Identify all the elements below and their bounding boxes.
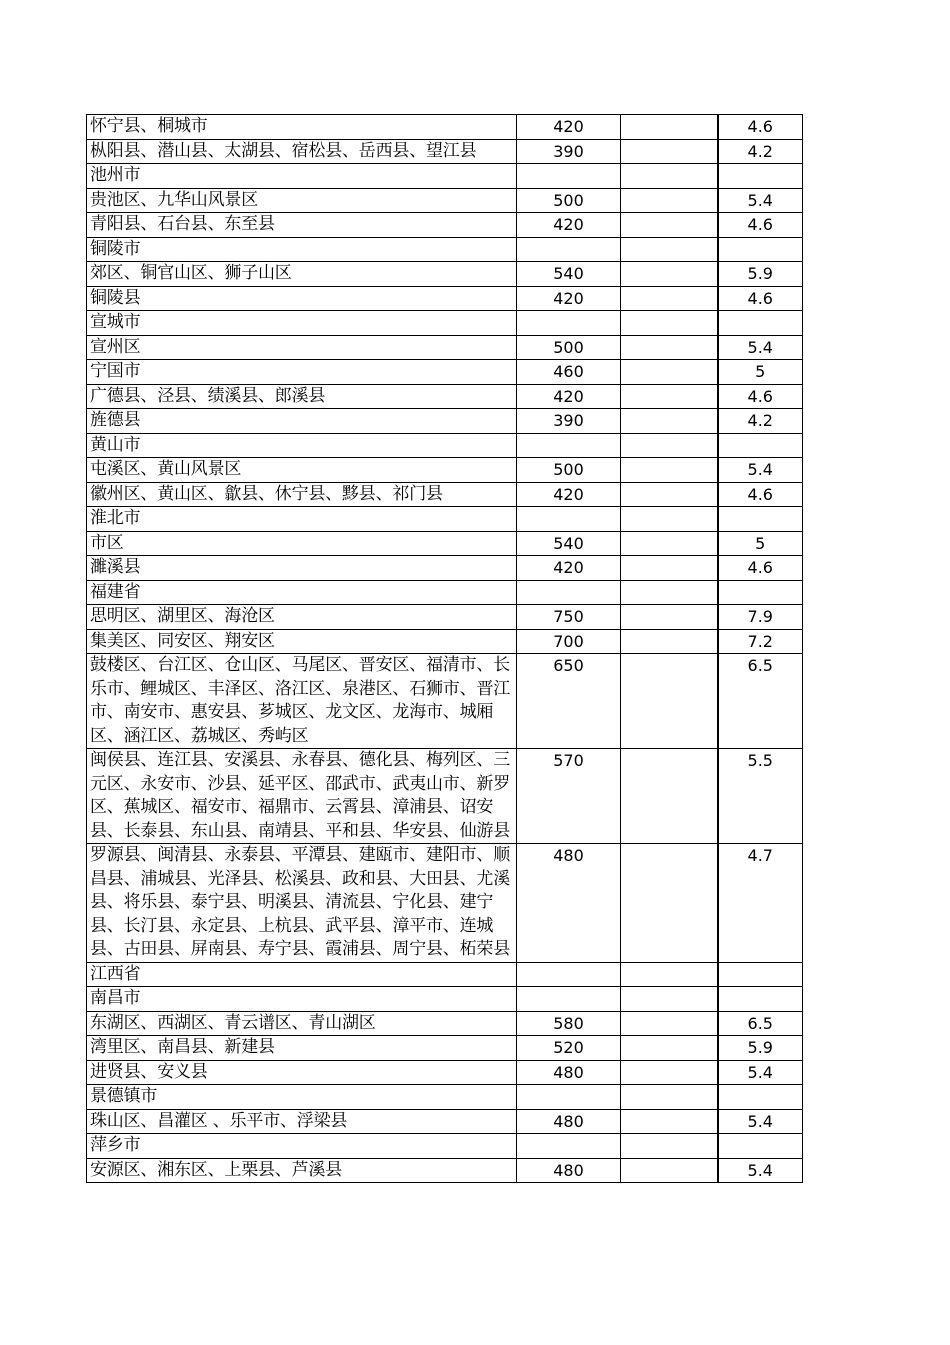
value-cell-3: 5.4 bbox=[718, 458, 803, 483]
value-cell-1: 500 bbox=[517, 188, 621, 213]
value-cell-2 bbox=[621, 213, 718, 238]
table-body bbox=[87, 115, 803, 1183]
value-cell-2 bbox=[621, 987, 718, 1012]
area-cell: 枞阳县、潜山县、太湖县、宿松县、岳西县、望江县 bbox=[87, 139, 517, 164]
table-row bbox=[87, 139, 803, 164]
value-cell-1: 420 bbox=[517, 482, 621, 507]
value-cell-1: 480 bbox=[517, 1060, 621, 1085]
table-row bbox=[87, 384, 803, 409]
area-cell: 集美区、同安区、翔安区 bbox=[87, 629, 517, 654]
table-row bbox=[87, 1060, 803, 1085]
area-cell: 淮北市 bbox=[87, 507, 517, 532]
table-row bbox=[87, 360, 803, 385]
table-row bbox=[87, 1036, 803, 1061]
value-cell-1 bbox=[517, 987, 621, 1012]
area-cell: 广德县、泾县、绩溪县、郎溪县 bbox=[87, 384, 517, 409]
value-cell-3: 5.4 bbox=[718, 1109, 803, 1134]
value-cell-3 bbox=[718, 433, 803, 458]
value-cell-1: 420 bbox=[517, 556, 621, 581]
value-cell-3 bbox=[718, 580, 803, 605]
value-cell-3: 4.6 bbox=[718, 482, 803, 507]
area-cell: 青阳县、石台县、东至县 bbox=[87, 213, 517, 238]
value-cell-3 bbox=[718, 237, 803, 262]
value-cell-1: 500 bbox=[517, 458, 621, 483]
value-cell-1: 500 bbox=[517, 335, 621, 360]
value-cell-2 bbox=[621, 1109, 718, 1134]
value-cell-3: 4.6 bbox=[718, 556, 803, 581]
value-cell-3: 7.9 bbox=[718, 605, 803, 630]
area-cell: 池州市 bbox=[87, 164, 517, 189]
value-cell-3: 5.4 bbox=[718, 1158, 803, 1183]
value-cell-1 bbox=[517, 433, 621, 458]
value-cell-2 bbox=[621, 1011, 718, 1036]
value-cell-2 bbox=[621, 164, 718, 189]
value-cell-1: 420 bbox=[517, 286, 621, 311]
value-cell-2 bbox=[621, 1158, 718, 1183]
value-cell-1: 460 bbox=[517, 360, 621, 385]
value-cell-2 bbox=[621, 556, 718, 581]
area-cell: 濉溪县 bbox=[87, 556, 517, 581]
table-row bbox=[87, 844, 803, 963]
area-cell: 黄山市 bbox=[87, 433, 517, 458]
area-cell: 宣州区 bbox=[87, 335, 517, 360]
area-cell: 萍乡市 bbox=[87, 1134, 517, 1159]
value-cell-1: 700 bbox=[517, 629, 621, 654]
value-cell-2 bbox=[621, 749, 718, 844]
table-row bbox=[87, 507, 803, 532]
area-cell: 景德镇市 bbox=[87, 1085, 517, 1110]
table-row bbox=[87, 458, 803, 483]
table-row bbox=[87, 1158, 803, 1183]
value-cell-1 bbox=[517, 164, 621, 189]
value-cell-1: 520 bbox=[517, 1036, 621, 1061]
area-cell: 安源区、湘东区、上栗县、芦溪县 bbox=[87, 1158, 517, 1183]
value-cell-2 bbox=[621, 962, 718, 987]
value-cell-2 bbox=[621, 629, 718, 654]
value-cell-2 bbox=[621, 458, 718, 483]
value-cell-2 bbox=[621, 433, 718, 458]
value-cell-3: 6.5 bbox=[718, 654, 803, 749]
value-cell-1: 420 bbox=[517, 115, 621, 140]
area-cell: 江西省 bbox=[87, 962, 517, 987]
value-cell-2 bbox=[621, 1060, 718, 1085]
value-cell-2 bbox=[621, 1085, 718, 1110]
value-cell-2 bbox=[621, 531, 718, 556]
table-row bbox=[87, 1011, 803, 1036]
value-cell-2 bbox=[621, 1134, 718, 1159]
area-cell: 铜陵县 bbox=[87, 286, 517, 311]
value-cell-1: 540 bbox=[517, 262, 621, 287]
area-cell: 湾里区、南昌县、新建县 bbox=[87, 1036, 517, 1061]
value-cell-3: 4.6 bbox=[718, 115, 803, 140]
value-cell-3: 5.9 bbox=[718, 262, 803, 287]
table-row bbox=[87, 262, 803, 287]
value-cell-3: 7.2 bbox=[718, 629, 803, 654]
value-cell-2 bbox=[621, 360, 718, 385]
value-cell-2 bbox=[621, 605, 718, 630]
value-cell-1: 540 bbox=[517, 531, 621, 556]
value-cell-3 bbox=[718, 507, 803, 532]
area-cell: 铜陵市 bbox=[87, 237, 517, 262]
area-cell: 鼓楼区、台江区、仓山区、马尾区、晋安区、福清市、长乐市、鲤城区、丰泽区、洛江区、泉港区、石狮市、晋江市、南安市、惠安县、芗城区、龙文区、龙海市、城厢区、涵江区、荔城区、秀屿区 bbox=[87, 654, 517, 749]
data-table bbox=[86, 114, 803, 1183]
value-cell-1: 420 bbox=[517, 384, 621, 409]
table-row bbox=[87, 1109, 803, 1134]
area-cell: 珠山区、昌灌区 、乐平市、浮梁县 bbox=[87, 1109, 517, 1134]
area-cell: 宁国市 bbox=[87, 360, 517, 385]
value-cell-2 bbox=[621, 1036, 718, 1061]
value-cell-3 bbox=[718, 962, 803, 987]
value-cell-3: 4.6 bbox=[718, 384, 803, 409]
value-cell-3: 5 bbox=[718, 531, 803, 556]
table-row bbox=[87, 1085, 803, 1110]
value-cell-1 bbox=[517, 507, 621, 532]
table-row bbox=[87, 629, 803, 654]
value-cell-3: 4.7 bbox=[718, 844, 803, 963]
table-row bbox=[87, 237, 803, 262]
value-cell-2 bbox=[621, 311, 718, 336]
value-cell-2 bbox=[621, 262, 718, 287]
value-cell-2 bbox=[621, 237, 718, 262]
value-cell-2 bbox=[621, 844, 718, 963]
table-row bbox=[87, 335, 803, 360]
value-cell-2 bbox=[621, 409, 718, 434]
value-cell-3: 4.2 bbox=[718, 139, 803, 164]
value-cell-2 bbox=[621, 580, 718, 605]
table-row bbox=[87, 188, 803, 213]
value-cell-2 bbox=[621, 115, 718, 140]
table-row bbox=[87, 213, 803, 238]
table-row bbox=[87, 962, 803, 987]
value-cell-2 bbox=[621, 654, 718, 749]
area-cell: 宣城市 bbox=[87, 311, 517, 336]
value-cell-1 bbox=[517, 962, 621, 987]
value-cell-3: 5.9 bbox=[718, 1036, 803, 1061]
value-cell-3 bbox=[718, 1085, 803, 1110]
value-cell-3 bbox=[718, 987, 803, 1012]
value-cell-3: 5.4 bbox=[718, 335, 803, 360]
value-cell-1: 420 bbox=[517, 213, 621, 238]
value-cell-2 bbox=[621, 507, 718, 532]
area-cell: 南昌市 bbox=[87, 987, 517, 1012]
area-cell: 徽州区、黄山区、歙县、休宁县、黟县、祁门县 bbox=[87, 482, 517, 507]
area-cell: 屯溪区、黄山风景区 bbox=[87, 458, 517, 483]
value-cell-1: 480 bbox=[517, 1158, 621, 1183]
table-row bbox=[87, 1134, 803, 1159]
table-row bbox=[87, 164, 803, 189]
table-row bbox=[87, 654, 803, 749]
value-cell-2 bbox=[621, 482, 718, 507]
value-cell-1: 580 bbox=[517, 1011, 621, 1036]
table-row bbox=[87, 987, 803, 1012]
value-cell-3: 5.4 bbox=[718, 188, 803, 213]
table-row bbox=[87, 482, 803, 507]
table-row bbox=[87, 580, 803, 605]
table-row bbox=[87, 605, 803, 630]
table-row bbox=[87, 433, 803, 458]
area-cell: 旌德县 bbox=[87, 409, 517, 434]
area-cell: 进贤县、安义县 bbox=[87, 1060, 517, 1085]
value-cell-3 bbox=[718, 164, 803, 189]
area-cell: 市区 bbox=[87, 531, 517, 556]
value-cell-1 bbox=[517, 237, 621, 262]
value-cell-1: 750 bbox=[517, 605, 621, 630]
area-cell: 闽侯县、连江县、安溪县、永春县、德化县、梅列区、三元区、永安市、沙县、延平区、邵武市、武夷山市、新罗区、蕉城区、福安市、福鼎市、云霄县、漳浦县、诏安县、长泰县、东山县、南靖县、平和县、华安县、仙游县 bbox=[87, 749, 517, 844]
value-cell-1: 480 bbox=[517, 1109, 621, 1134]
value-cell-1: 390 bbox=[517, 139, 621, 164]
value-cell-2 bbox=[621, 188, 718, 213]
table-row bbox=[87, 749, 803, 844]
table-row bbox=[87, 286, 803, 311]
value-cell-1 bbox=[517, 580, 621, 605]
value-cell-1 bbox=[517, 1085, 621, 1110]
table-row bbox=[87, 115, 803, 140]
value-cell-2 bbox=[621, 286, 718, 311]
table-row bbox=[87, 556, 803, 581]
value-cell-1: 390 bbox=[517, 409, 621, 434]
table-row bbox=[87, 531, 803, 556]
value-cell-3 bbox=[718, 1134, 803, 1159]
value-cell-1 bbox=[517, 311, 621, 336]
area-cell: 思明区、湖里区、海沧区 bbox=[87, 605, 517, 630]
value-cell-3: 4.6 bbox=[718, 286, 803, 311]
value-cell-3: 4.6 bbox=[718, 213, 803, 238]
value-cell-2 bbox=[621, 384, 718, 409]
area-cell: 福建省 bbox=[87, 580, 517, 605]
value-cell-1: 570 bbox=[517, 749, 621, 844]
value-cell-1 bbox=[517, 1134, 621, 1159]
value-cell-3: 5.5 bbox=[718, 749, 803, 844]
area-cell: 郊区、铜官山区、狮子山区 bbox=[87, 262, 517, 287]
value-cell-3: 4.2 bbox=[718, 409, 803, 434]
area-cell: 罗源县、闽清县、永泰县、平潭县、建瓯市、建阳市、顺昌县、浦城县、光泽县、松溪县、政和县、大田县、尤溪县、将乐县、泰宁县、明溪县、清流县、宁化县、建宁县、长汀县、永定县、上杭县、武平县、漳平市、连城县、古田县、屏南县、寿宁县、霞浦县、周宁县、柘荣县 bbox=[87, 844, 517, 963]
value-cell-1: 650 bbox=[517, 654, 621, 749]
value-cell-1: 480 bbox=[517, 844, 621, 963]
area-cell: 贵池区、九华山风景区 bbox=[87, 188, 517, 213]
table-row bbox=[87, 311, 803, 336]
value-cell-3 bbox=[718, 311, 803, 336]
value-cell-2 bbox=[621, 139, 718, 164]
table-row bbox=[87, 409, 803, 434]
area-cell: 东湖区、西湖区、青云谱区、青山湖区 bbox=[87, 1011, 517, 1036]
value-cell-2 bbox=[621, 335, 718, 360]
value-cell-3: 6.5 bbox=[718, 1011, 803, 1036]
value-cell-3: 5.4 bbox=[718, 1060, 803, 1085]
value-cell-3: 5 bbox=[718, 360, 803, 385]
area-cell: 怀宁县、桐城市 bbox=[87, 115, 517, 140]
